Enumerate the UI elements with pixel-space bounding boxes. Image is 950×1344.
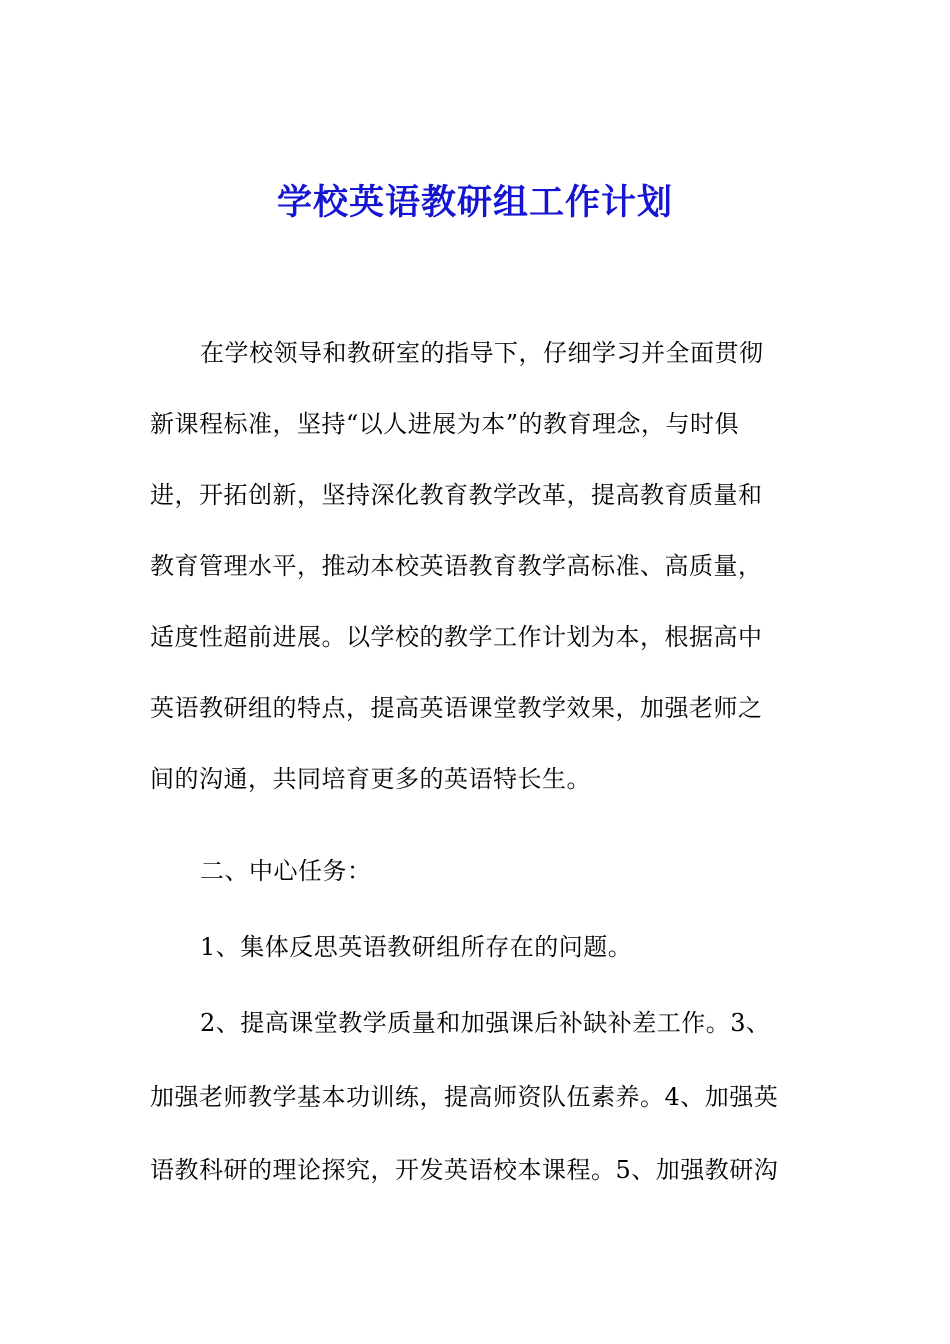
paragraph-line: 进，开拓创新，坚持深化教育教学改革，提高教育质量和 — [150, 481, 763, 509]
list-item: 2、提高课堂教学质量和加强课后补缺补差工作。3、 — [200, 1009, 771, 1037]
paragraph-line: 英语教研组的特点，提高英语课堂教学效果，加强老师之 — [150, 694, 763, 722]
document-title: 学校英语教研组工作计划 — [276, 182, 673, 223]
paragraph-line: 在学校领导和教研室的指导下，仔细学习并全面贯彻 — [200, 339, 764, 367]
paragraph-line: 语教科研的理论探究，开发英语校本课程。5、加强教研沟 — [150, 1156, 779, 1184]
paragraph-line: 新课程标准，坚持“以人进展为本”的教育理念，与时俱 — [150, 410, 740, 438]
paragraph-line: 教育管理水平，推动本校英语教育教学高标准、高质量， — [150, 552, 763, 580]
list-item: 1、集体反思英语教研组所存在的问题。 — [200, 933, 633, 961]
paragraph-line: 加强老师教学基本功训练，提高师资队伍素养。4、加强英 — [150, 1083, 779, 1111]
paragraph-line: 间的沟通，共同培育更多的英语特长生。 — [150, 765, 591, 793]
paragraph-line: 适度性超前进展。以学校的教学工作计划为本，根据高中 — [150, 623, 763, 651]
section-heading: 二、中心任务： — [200, 857, 372, 885]
